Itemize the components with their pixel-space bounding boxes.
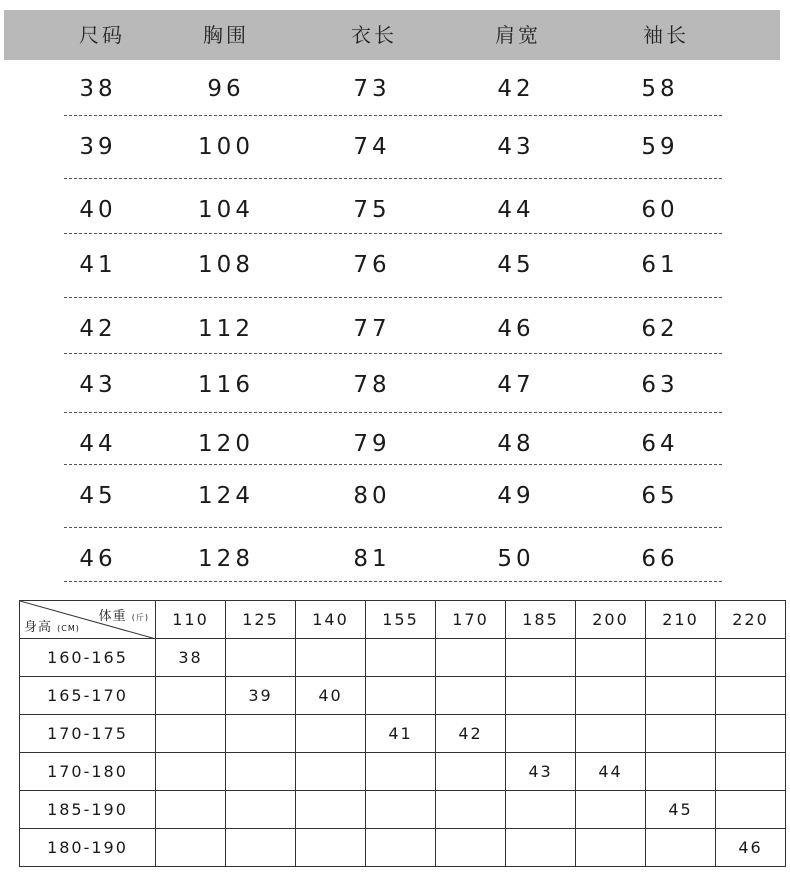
height-label: 身高 (CM) <box>24 620 80 635</box>
recommended-size-cell <box>716 715 786 753</box>
recommended-size-cell <box>646 715 716 753</box>
cell-chest: 124 <box>198 483 254 509</box>
size-row <box>64 234 722 298</box>
height-range-cell: 165-170 <box>20 677 156 715</box>
height-range-cell: 160-165 <box>20 639 156 677</box>
cell-chest: 116 <box>198 372 254 398</box>
size-row <box>64 413 722 465</box>
cell-chest: 120 <box>198 431 254 457</box>
recommended-size-cell: 39 <box>226 677 296 715</box>
recommended-size-cell <box>436 791 506 829</box>
header-sleeve: 袖长 <box>643 23 689 47</box>
recommended-size-cell <box>156 677 226 715</box>
recommended-size-cell: 43 <box>506 753 576 791</box>
cell-size: 43 <box>79 372 117 398</box>
recommended-size-cell <box>226 715 296 753</box>
recommended-size-cell <box>366 677 436 715</box>
height-row <box>20 677 786 715</box>
recommended-size-cell <box>436 829 506 867</box>
recommended-size-cell: 46 <box>716 829 786 867</box>
cell-size: 41 <box>79 252 117 278</box>
cell-chest: 96 <box>207 76 245 102</box>
recommended-size-cell <box>436 677 506 715</box>
recommended-size-cell <box>296 829 366 867</box>
height-row <box>20 791 786 829</box>
size-row <box>64 465 722 528</box>
recommended-size-cell <box>576 829 646 867</box>
header-chest: 胸围 <box>203 23 249 47</box>
cell-chest: 108 <box>198 252 254 278</box>
height-row <box>20 753 786 791</box>
recommended-size-cell <box>366 829 436 867</box>
recommended-size-cell <box>156 753 226 791</box>
size-table-body <box>64 60 722 582</box>
recommended-size-cell: 42 <box>436 715 506 753</box>
cell-size: 46 <box>79 546 117 572</box>
cell-sleeve: 61 <box>641 252 679 278</box>
cell-shoulder: 45 <box>497 252 535 278</box>
recommended-size-cell <box>646 753 716 791</box>
recommended-size-cell <box>646 639 716 677</box>
weight-header-cell: 125 <box>226 601 296 639</box>
weight-header-cell: 170 <box>436 601 506 639</box>
cell-shoulder: 43 <box>497 134 535 160</box>
cell-chest: 128 <box>198 546 254 572</box>
recommended-size-cell <box>226 753 296 791</box>
cell-shoulder: 46 <box>497 316 535 342</box>
recommended-size-cell: 41 <box>366 715 436 753</box>
recommended-size-cell <box>716 753 786 791</box>
weight-header-cell: 185 <box>506 601 576 639</box>
corner-cell <box>20 601 156 639</box>
cell-size: 44 <box>79 431 117 457</box>
recommended-size-cell <box>366 753 436 791</box>
size-row <box>64 298 722 354</box>
recommended-size-cell <box>296 791 366 829</box>
cell-sleeve: 63 <box>641 372 679 398</box>
recommended-size-cell <box>226 639 296 677</box>
height-range-cell: 180-190 <box>20 829 156 867</box>
weight-label: 体重 (斤) <box>98 609 149 624</box>
cell-chest: 100 <box>198 134 254 160</box>
recommended-size-cell <box>436 753 506 791</box>
recommended-size-cell <box>646 677 716 715</box>
recommended-size-cell <box>366 639 436 677</box>
cell-size: 42 <box>79 316 117 342</box>
recommended-size-cell <box>296 753 366 791</box>
cell-shoulder: 42 <box>497 76 535 102</box>
cell-size: 39 <box>79 134 117 160</box>
weight-header-cell: 110 <box>156 601 226 639</box>
cell-sleeve: 62 <box>641 316 679 342</box>
size-row <box>64 179 722 234</box>
cell-length: 73 <box>353 76 391 102</box>
cell-shoulder: 50 <box>497 546 535 572</box>
height-row <box>20 829 786 867</box>
size-row <box>64 354 722 413</box>
cell-size: 40 <box>79 197 117 223</box>
header-length: 衣长 <box>351 23 397 47</box>
cell-shoulder: 48 <box>497 431 535 457</box>
recommended-size-cell <box>226 829 296 867</box>
cell-length: 78 <box>353 372 391 398</box>
cell-sleeve: 58 <box>641 76 679 102</box>
cell-sleeve: 65 <box>641 483 679 509</box>
cell-shoulder: 44 <box>497 197 535 223</box>
recommended-size-cell <box>506 829 576 867</box>
weight-header-cell: 155 <box>366 601 436 639</box>
weight-header-cell: 220 <box>716 601 786 639</box>
cell-shoulder: 49 <box>497 483 535 509</box>
recommended-size-cell: 44 <box>576 753 646 791</box>
cell-chest: 104 <box>198 197 254 223</box>
size-row <box>64 60 722 116</box>
recommended-size-cell <box>716 677 786 715</box>
recommended-size-cell: 45 <box>646 791 716 829</box>
cell-length: 75 <box>353 197 391 223</box>
cell-sleeve: 66 <box>641 546 679 572</box>
size-row <box>64 528 722 582</box>
recommended-size-cell <box>576 791 646 829</box>
height-range-cell: 170-175 <box>20 715 156 753</box>
recommended-size-cell <box>716 639 786 677</box>
size-row <box>64 116 722 179</box>
recommended-size-cell <box>296 639 366 677</box>
weight-header-cell: 210 <box>646 601 716 639</box>
cell-chest: 112 <box>198 316 254 342</box>
cell-sleeve: 60 <box>641 197 679 223</box>
recommended-size-cell <box>646 829 716 867</box>
recommended-size-cell <box>156 791 226 829</box>
recommended-size-cell <box>576 639 646 677</box>
recommended-size-cell: 40 <box>296 677 366 715</box>
cell-length: 74 <box>353 134 391 160</box>
recommended-size-cell <box>436 639 506 677</box>
recommended-size-cell <box>156 715 226 753</box>
recommended-size-cell <box>506 639 576 677</box>
recommended-size-cell <box>366 791 436 829</box>
recommended-size-cell <box>296 715 366 753</box>
cell-length: 77 <box>353 316 391 342</box>
weight-header-cell: 140 <box>296 601 366 639</box>
height-range-cell: 170-180 <box>20 753 156 791</box>
cell-sleeve: 64 <box>641 431 679 457</box>
height-row <box>20 715 786 753</box>
recommended-size-cell <box>576 715 646 753</box>
cell-shoulder: 47 <box>497 372 535 398</box>
recommended-size-cell <box>576 677 646 715</box>
recommended-size-cell: 38 <box>156 639 226 677</box>
cell-size: 45 <box>79 483 117 509</box>
header-shoulder: 肩宽 <box>495 23 541 47</box>
cell-length: 80 <box>353 483 391 509</box>
cell-sleeve: 59 <box>641 134 679 160</box>
cell-length: 76 <box>353 252 391 278</box>
recommended-size-cell <box>506 677 576 715</box>
recommended-size-cell <box>506 715 576 753</box>
cell-size: 38 <box>79 76 117 102</box>
height-range-cell: 185-190 <box>20 791 156 829</box>
cell-length: 81 <box>353 546 391 572</box>
weight-header-cell: 200 <box>576 601 646 639</box>
size-table-header <box>4 10 780 60</box>
header-size: 尺码 <box>79 23 125 47</box>
size-recommendation-table <box>19 600 786 867</box>
recommended-size-cell <box>156 829 226 867</box>
height-row <box>20 639 786 677</box>
cell-length: 79 <box>353 431 391 457</box>
recommended-size-cell <box>716 791 786 829</box>
weight-header-row <box>20 601 786 639</box>
recommended-size-cell <box>506 791 576 829</box>
recommended-size-cell <box>226 791 296 829</box>
